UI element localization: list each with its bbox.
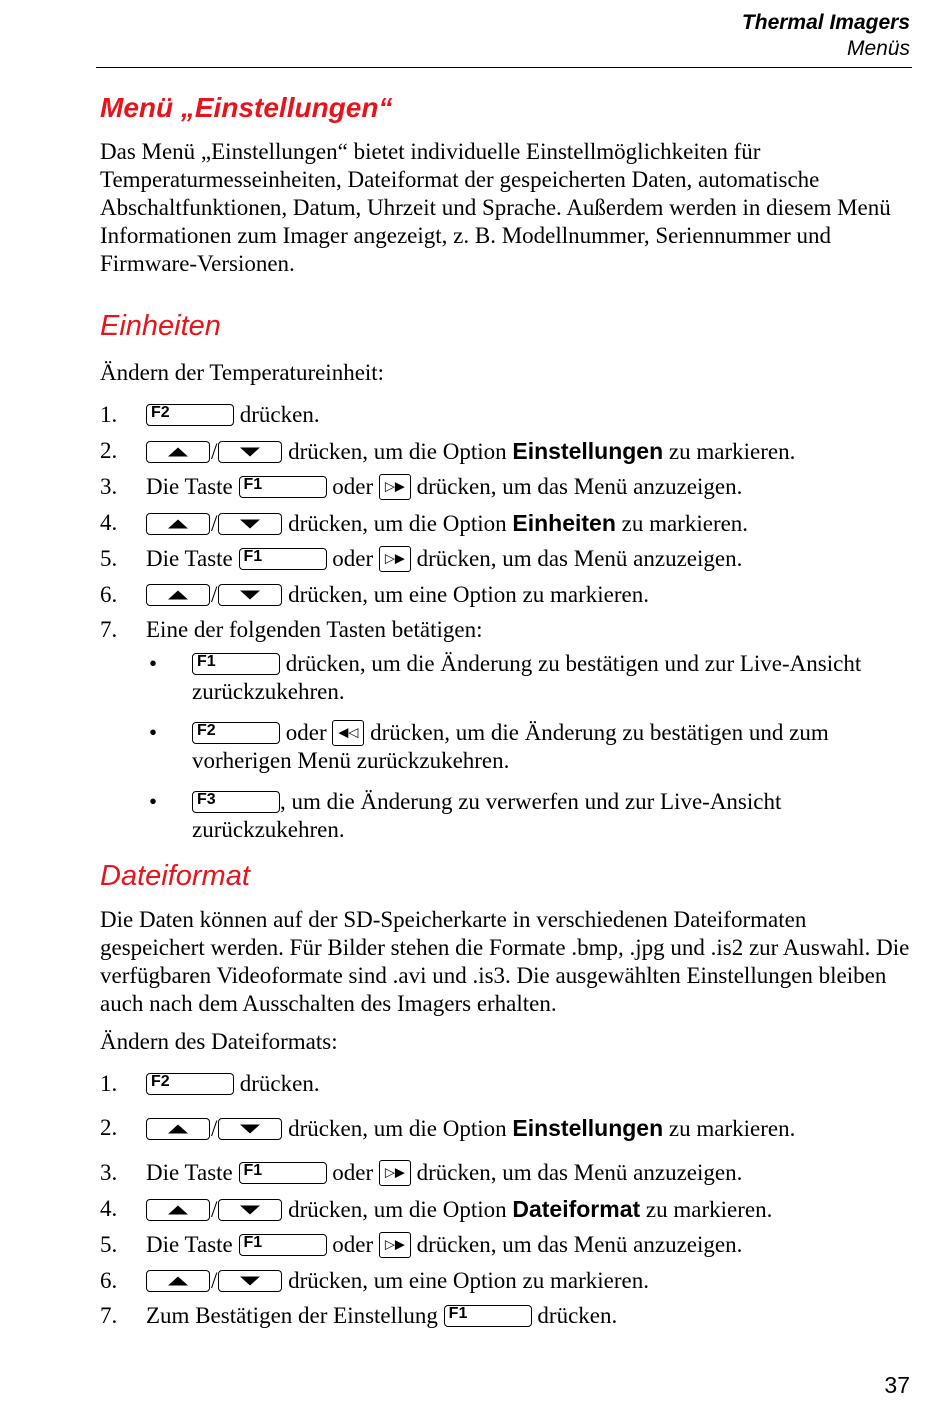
up-arrow-key-icon <box>146 584 210 606</box>
list-item: 1. F2 drücken. <box>100 1071 320 1096</box>
units-bullets <box>146 650 915 844</box>
list-item: 5. Die Taste F1 oder ▷▶ drücken, um das Menü anzuzeigen. <box>100 1232 743 1257</box>
f1-key-icon: F1 <box>444 1305 532 1327</box>
section-title: Menü „Einstellungen“ <box>100 92 393 123</box>
up-arrow-key-icon <box>146 1118 210 1140</box>
header-title: Thermal Imagers <box>741 11 910 34</box>
up-arrow-key-icon <box>146 441 210 463</box>
list-item: 4. / drücken, um die Option Einheiten zu markieren. <box>100 509 749 536</box>
list-item: 4. / drücken, um die Option Dateiformat zu markieren. <box>100 1195 773 1222</box>
down-arrow-key-icon <box>218 584 282 606</box>
up-arrow-key-icon <box>146 1270 210 1292</box>
right-arrow-key-icon: ▷▶ <box>379 474 411 500</box>
down-arrow-key-icon <box>218 1199 282 1221</box>
list-item: 2. / drücken, um die Option Einstellungen zu markieren. <box>100 1115 796 1141</box>
f3-key-icon: F3 <box>192 791 280 813</box>
units-lead: Ändern der Temperatureinheit: <box>100 360 385 385</box>
up-arrow-key-icon <box>146 513 210 535</box>
option-name: Einheiten <box>512 509 616 536</box>
units-heading: Einheiten <box>100 310 221 342</box>
list-item: 3. Die Taste F1 oder ▷▶ drücken, um das Menü anzuzeigen. <box>100 474 743 499</box>
bullet-item: • F3 , um die Änderung zu verwerfen und zur Live-Ansicht zurückzukehren. <box>149 789 782 842</box>
f2-key-icon: F2 <box>146 1073 234 1095</box>
list-item: 3. Die Taste F1 oder ▷▶ drücken, um das Menü anzuzeigen. <box>100 1160 743 1185</box>
list-item: 6. / drücken, um eine Option zu markieren. <box>100 1267 649 1293</box>
f1-key-icon: F1 <box>239 548 327 570</box>
fileformat-steps <box>100 1070 915 1330</box>
list-item: 2. / drücken, um die Option Einstellungen zu markieren. <box>100 437 796 464</box>
header-rule <box>96 67 912 68</box>
step-number: 1. <box>100 402 118 427</box>
right-arrow-key-icon: ▷▶ <box>379 546 411 572</box>
right-arrow-key-icon: ▷▶ <box>379 1160 411 1186</box>
right-arrow-key-icon: ▷▶ <box>379 1232 411 1258</box>
units-steps <box>100 401 915 844</box>
f2-key-icon: F2 <box>192 722 280 744</box>
page-content <box>100 90 915 1338</box>
f1-key-icon: F1 <box>239 1234 327 1256</box>
fileformat-lead: Ändern des Dateiformats: <box>100 1029 338 1054</box>
list-item: 7. Eine der folgenden Tasten betätigen: • F1 drücken, um die Änderung zu bestätigen und zur Live-Ansicht zurückzukehren. • F2 oder ◀◁ drücken, um die Änderung zu bestätigen und zum vorherigen Menü zurückzukehren. • F3 , um die Änderung zu verwerfen und zur Live-Ansicht zurückzukehren. <box>100 616 915 844</box>
page-number: 37 <box>884 1372 910 1398</box>
f1-key-icon: F1 <box>239 476 327 498</box>
f1-key-icon: F1 <box>192 653 280 675</box>
list-item: 5. Die Taste F1 oder ▷▶ drücken, um das Menü anzuzeigen. <box>100 546 743 571</box>
option-name: Dateiformat <box>512 1195 641 1222</box>
down-arrow-key-icon <box>218 441 282 463</box>
f1-key-icon: F1 <box>239 1162 327 1184</box>
up-arrow-key-icon <box>146 1199 210 1221</box>
list-item: 7. Zum Bestätigen der Einstellung F1 drücken. <box>100 1303 618 1328</box>
fileformat-intro: Die Daten können auf der SD-Speicherkarte in verschiedenen Dateiformaten gespeichert werden. Für Bilder stehen die Formate .bmp, .jpg und .is2 zur Auswahl. Die verfügbaren Videoformate sind .avi und .is3. Die ausgewählten Einstellungen bleiben auch nach dem Ausschalten des Imagers erhalten. <box>100 907 910 1016</box>
running-header <box>742 10 910 62</box>
header-subtitle: Menüs <box>846 37 910 60</box>
fileformat-heading: Dateiformat <box>100 860 250 892</box>
option-name: Einstellungen <box>512 1115 664 1141</box>
intro-paragraph: Das Menü „Einstellungen“ bietet individuelle Einstellmöglichkeiten für Temperaturmesseinheiten, Dateiformat der gespeicherten Daten, automatische Abschaltfunktionen, Datum, Uhrzeit und Sprache. Außerdem werden in diesem Menü Informationen zum Imager angezeigt, z. B. Modellnummer, Seriennummer und Firmware-Versionen. <box>100 139 891 276</box>
left-arrow-key-icon: ◀◁ <box>332 720 364 746</box>
option-name: Einstellungen <box>512 437 664 464</box>
f2-key-icon: F2 <box>146 404 234 426</box>
bullet-item: • F2 oder ◀◁ drücken, um die Änderung zu bestätigen und zum vorherigen Menü zurückzukehren. <box>149 720 829 773</box>
down-arrow-key-icon <box>218 1118 282 1140</box>
down-arrow-key-icon <box>218 1270 282 1292</box>
bullet-item: • F1 drücken, um die Änderung zu bestätigen und zur Live-Ansicht zurückzukehren. <box>149 651 862 704</box>
list-item: 1. F2 drücken. <box>100 402 320 427</box>
list-item: 6. / drücken, um eine Option zu markieren. <box>100 581 649 607</box>
down-arrow-key-icon <box>218 513 282 535</box>
